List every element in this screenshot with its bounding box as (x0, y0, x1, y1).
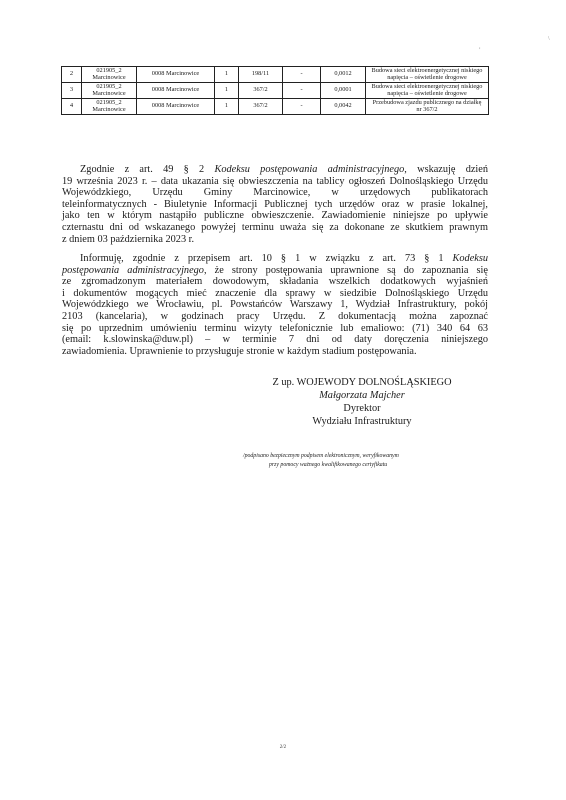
cadastral-unit-place: Marcinowice (92, 73, 126, 81)
page-number: 2/2 (279, 745, 287, 750)
information-paragraph (62, 253, 488, 357)
purpose-line: Budowa sieci elektroenergetycznej niskiego (371, 82, 483, 90)
text-line (62, 253, 488, 265)
cadastral-unit-id: 021905_2 (96, 82, 122, 90)
signature-name: Małgorzata Majcher (319, 390, 405, 401)
text-line: teleinformatycznych - Biuletynie Informacji Publicznej tych urzędów oraz w prasie lokalnej, (62, 198, 488, 210)
precinct-cell: 0008 Marcinowice (137, 83, 215, 99)
scan-mark: , (479, 44, 481, 50)
e-signature-note-line: /podpisano bezpiecznym podpisem elektronicznym, weryfikowanym (243, 453, 399, 459)
text-line: Wojewódzkiego we Wrocławiu, pl. Powstańców Warszawy 1, Wydział Infrastruktury, pokój (62, 299, 488, 311)
text-segment: Zgodnie z art. 49 § 2 (80, 164, 215, 175)
row-number-cell: 3 (62, 83, 82, 99)
dash-cell: - (283, 67, 321, 83)
cadastral-unit-cell (82, 99, 137, 115)
e-signature-note-line: przy pomocy ważnego kwalifikowanego certyfikatu (269, 461, 388, 468)
purpose-line: nr 367/2 (416, 105, 438, 113)
purpose-line: napięcia – oświetlenie drogowe (387, 89, 467, 97)
text-line: jako ten w którym nastąpiło publiczne obwieszczenie. Zawiadomienie niniejsze po upływie (62, 210, 488, 222)
parcel-number-cell: 367/2 (239, 99, 283, 115)
text-line: Wojewódzkiego, Urzędu Gminy Marcinowice, w urzędowych publikatorach (62, 187, 488, 199)
text-line: z dniem 03 października 2023 r. (62, 233, 195, 245)
purpose-cell (366, 67, 489, 83)
precinct-cell: 0008 Marcinowice (137, 67, 215, 83)
text-line: ze zgromadzonym materiałem dowodowym, składania wszelkich dodatkowych wyjaśnień (62, 276, 488, 288)
text-line: 2103 (kancelaria), w godzinach pracy Urzędu. Z dokumentacją można zapoznać (62, 310, 488, 322)
statute-title: postępowania administracyjnego (62, 264, 204, 276)
parcels-table (61, 66, 489, 115)
text-line: (email: k.slowinska@duw.pl) – w terminie 7 dni od daty doręczenia niniejszego (62, 334, 488, 346)
table-row (62, 99, 489, 115)
purpose-line: napięcia – oświetlenie drogowe (387, 73, 467, 81)
text-line: zawiadomienia. Uprawnienie to przysługuje stronie w każdym stadium postępowania. (62, 345, 417, 357)
cadastral-unit-id: 021905_2 (96, 98, 122, 106)
deadline-paragraph (62, 164, 488, 245)
text-line: się po uprzednim umówieniu terminu wizyty telefonicznie lub emaliowo: (71) 340 64 63 (62, 322, 488, 334)
text-line (62, 164, 488, 176)
text-line: czternastu dni od wskazanego powyżej terminu uważa się za dokonane ze skutkiem prawnym (62, 221, 488, 233)
cadastral-unit-place: Marcinowice (92, 89, 126, 97)
text-segment: , że strony postępowania uprawnione są do zapoznania się (203, 264, 488, 276)
row-number-cell: 2 (62, 67, 82, 83)
area-cell: 0,0042 (321, 99, 366, 115)
text-segment: , wskazuję dzień (404, 164, 488, 175)
signature-title: Dyrektor (343, 403, 381, 414)
parcel-number-cell: 198/11 (239, 67, 283, 83)
cadastral-unit-place: Marcinowice (92, 105, 126, 113)
sheet-cell: 1 (215, 99, 239, 115)
table-row (62, 67, 489, 83)
dash-cell: - (283, 83, 321, 99)
purpose-cell (366, 99, 489, 115)
statute-title: Kodeksu (452, 253, 488, 264)
signature-authority: Z up. WOJEWODY DOLNOŚLĄSKIEGO (272, 377, 452, 388)
row-number-cell: 4 (62, 99, 82, 115)
purpose-cell (366, 83, 489, 99)
dash-cell: - (283, 99, 321, 115)
table-row (62, 83, 489, 99)
cadastral-unit-cell (82, 83, 137, 99)
text-line: 19 września 2023 r. – data ukazania się obwieszczenia na tablicy ogłoszeń Dolnośląskiego Urzędu (62, 175, 488, 187)
purpose-line: Budowa sieci elektroenergetycznej niskiego (371, 66, 483, 74)
sheet-cell: 1 (215, 83, 239, 99)
parcel-number-cell: 367/2 (239, 83, 283, 99)
statute-title: Kodeksu postępowania administracyjnego (214, 164, 405, 175)
text-line (62, 265, 488, 277)
signature-department: Wydziału Infrastruktury (312, 416, 412, 427)
precinct-cell: 0008 Marcinowice (137, 99, 215, 115)
cadastral-unit-id: 021905_2 (96, 66, 122, 74)
area-cell: 0,0001 (321, 83, 366, 99)
sheet-cell: 1 (215, 67, 239, 83)
purpose-line: Przebudowa zjazdu publicznego na działkę (372, 98, 482, 106)
text-line: i dokumentów mogących mieć znaczenie dla sprawy w siedzibie Dolnośląskiego Urzędu (62, 287, 488, 299)
area-cell: 0,0012 (321, 67, 366, 83)
text-segment: Informuję, zgodnie z przepisem art. 10 § 1 w związku z art. 73 § 1 (80, 253, 453, 264)
e-signature-note (243, 452, 443, 469)
cadastral-unit-cell (82, 67, 137, 83)
scan-mark: \ (548, 36, 550, 42)
